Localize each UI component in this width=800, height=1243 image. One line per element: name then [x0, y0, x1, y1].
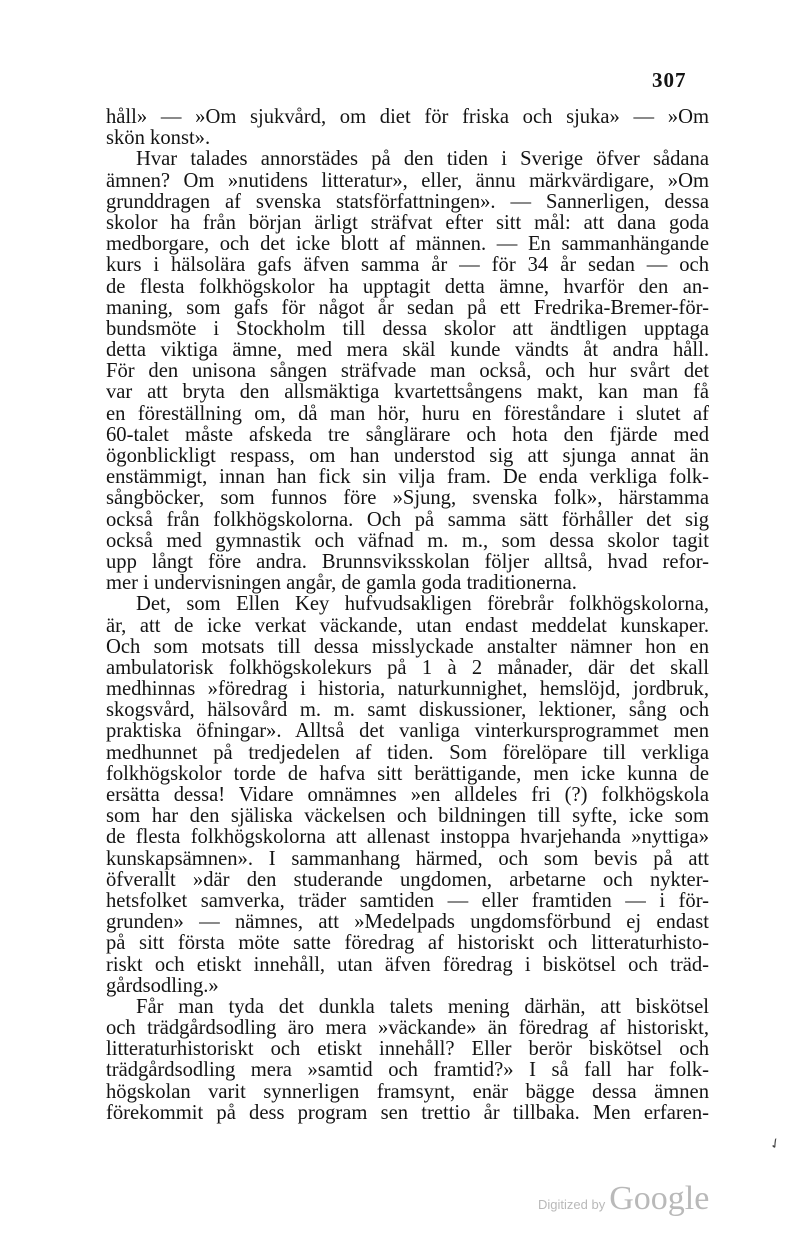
text-line: medhunnet på tredjedelen af tiden. Som förelöpare till verkliga	[106, 741, 709, 764]
text-line: öfverallt »där den studerande ungdomen, arbetarne och nykter-	[106, 868, 709, 891]
digitized-watermark	[538, 1180, 709, 1218]
text-line: Hvar talades annorstädes på den tiden i Sverige öfver sådana	[136, 148, 709, 171]
text-line: håll» — »Om sjukvård, om diet för friska och sjuka» — »Om	[106, 106, 709, 128]
text-line: också med gymnastik och väfnad m. m., som dessa skolor tagit	[106, 529, 709, 552]
stray-mark: ✓	[767, 1135, 785, 1154]
text-line: maning, som gafs för något år sedan på ett Fredrika-Bremer-för-	[106, 296, 709, 319]
text-line: medborgare, och det icke blott af männen. — En sammanhängande	[106, 233, 709, 256]
text-line: de flesta folkhögskolor ha upptagit detta ämne, hvarför den an-	[106, 275, 709, 298]
text-line: upp långt före andra. Brunnsviksskolan följer alltså, hvad refor-	[106, 550, 709, 573]
text-line: skogsvård, hälsovård m. m. samt diskussioner, lektioner, sång och	[106, 699, 709, 722]
text-line: kurs i hälsolära gafs äfven samma år — för 34 år sedan — och	[106, 254, 709, 277]
text-line: grunddragen af svenska statsförfattningen». — Sannerligen, dessa	[106, 190, 709, 213]
watermark-prefix: Digitized by	[538, 1197, 606, 1212]
text-line: gårdsodling.»	[106, 974, 219, 997]
text-line: ambulatorisk folkhögskolekurs på 1 à 2 månader, där det skall	[106, 656, 709, 679]
text-line: enstämmigt, innan han fick sin vilja fram. De enda verkliga folk-	[106, 466, 709, 489]
text-line: skolor ha från början ärligt sträfvat efter sitt mål: att dana goda	[106, 211, 709, 234]
text-line: som har den själiska väckelsen och bildningen till syfte, icke som	[106, 805, 709, 828]
text-line: en föreställning om, då man hör, huru en föreståndare i slutet af	[106, 402, 709, 425]
text-line: 60-talet måste afskeda tre sånglärare och hota den fjärde med	[106, 423, 709, 446]
text-line: på sitt första möte satte föredrag af historiskt och litteraturhisto-	[106, 932, 709, 955]
text-line: Får man tyda det dunkla talets mening därhän, att biskötsel	[136, 995, 709, 1018]
text-line: ämnen? Om »nutidens litteratur», eller, ännu märkvärdigare, »Om	[106, 169, 709, 192]
text-line: skön konst».	[106, 127, 211, 150]
text-line: de flesta folkhögskolorna att allenast instoppa hvarjehanda »nyttiga»	[106, 826, 709, 849]
text-line: praktiska öfningar». Alltså det vanliga vinterkursprogrammet men	[106, 720, 709, 743]
text-line: För den unisona sången sträfvade man också, och hur svårt det	[106, 360, 709, 383]
body-text	[106, 107, 709, 1124]
text-line: folkhögskolor torde de hafva sitt berättigande, men icke kunna de	[106, 762, 709, 785]
text-line: detta viktiga ämne, med mera skäl kunde vändts åt andra håll.	[106, 339, 709, 362]
text-line: och trädgårdsodling äro mera »väckande» än föredrag af historiskt,	[106, 1017, 709, 1040]
text-line: riskt och etiskt innehåll, utan äfven föredrag i biskötsel och träd-	[106, 953, 709, 976]
text-line: också från folkhögskolorna. Och på samma sätt förhåller det sig	[106, 508, 709, 531]
page-number: 307	[652, 68, 687, 92]
text-line: mer i undervisningen angår, de gamla goda traditionerna.	[106, 572, 577, 595]
text-line: Och som motsats till dessa misslyckade anstalter nämner hon en	[106, 635, 709, 658]
text-line: ersätta dessa! Vidare omnämnes »en alldeles fri (?) folkhögskola	[106, 784, 709, 806]
text-line: medhinnas »föredrag i historia, naturkunnighet, hemslöjd, jordbruk,	[106, 678, 709, 701]
text-line: ögonblickligt respass, om han understod sig att sjunga annat än	[106, 445, 709, 467]
text-line: var att bryta den allsmäktiga kvartettsångens makt, kan man få	[106, 381, 709, 404]
text-line: förekommit på dess program sen trettio år tillbaka. Men erfaren-	[106, 1101, 709, 1124]
text-line: trädgårdsodling mera »samtid och framtid?» I så fall har folk-	[106, 1059, 709, 1082]
text-line: bundsmöte i Stockholm till dessa skolor att ändtligen upptaga	[106, 317, 709, 340]
text-line: kunskapsämnen». I sammanhang härmed, och som bevis på att	[106, 847, 709, 870]
text-line: hetsfolket samverka, träder samtiden — eller framtiden — i för-	[106, 889, 709, 912]
text-line: grunden» — nämnes, att »Medelpads ungdomsförbund ej endast	[106, 911, 709, 934]
text-line: Det, som Ellen Key hufvudsakligen förebrår folkhögskolorna,	[136, 593, 709, 616]
text-line: högskolan varit synnerligen framsynt, enär bägge dessa ämnen	[106, 1080, 709, 1103]
text-line: litteraturhistoriskt och etiskt innehåll? Eller berör biskötsel och	[106, 1038, 709, 1061]
text-line: sångböcker, som funnos före »Sjung, svenska folk», härstamma	[106, 487, 709, 510]
text-line: är, att de icke verkat väckande, utan endast meddelat kunskaper.	[106, 614, 709, 637]
watermark-brand: Google	[609, 1180, 710, 1217]
